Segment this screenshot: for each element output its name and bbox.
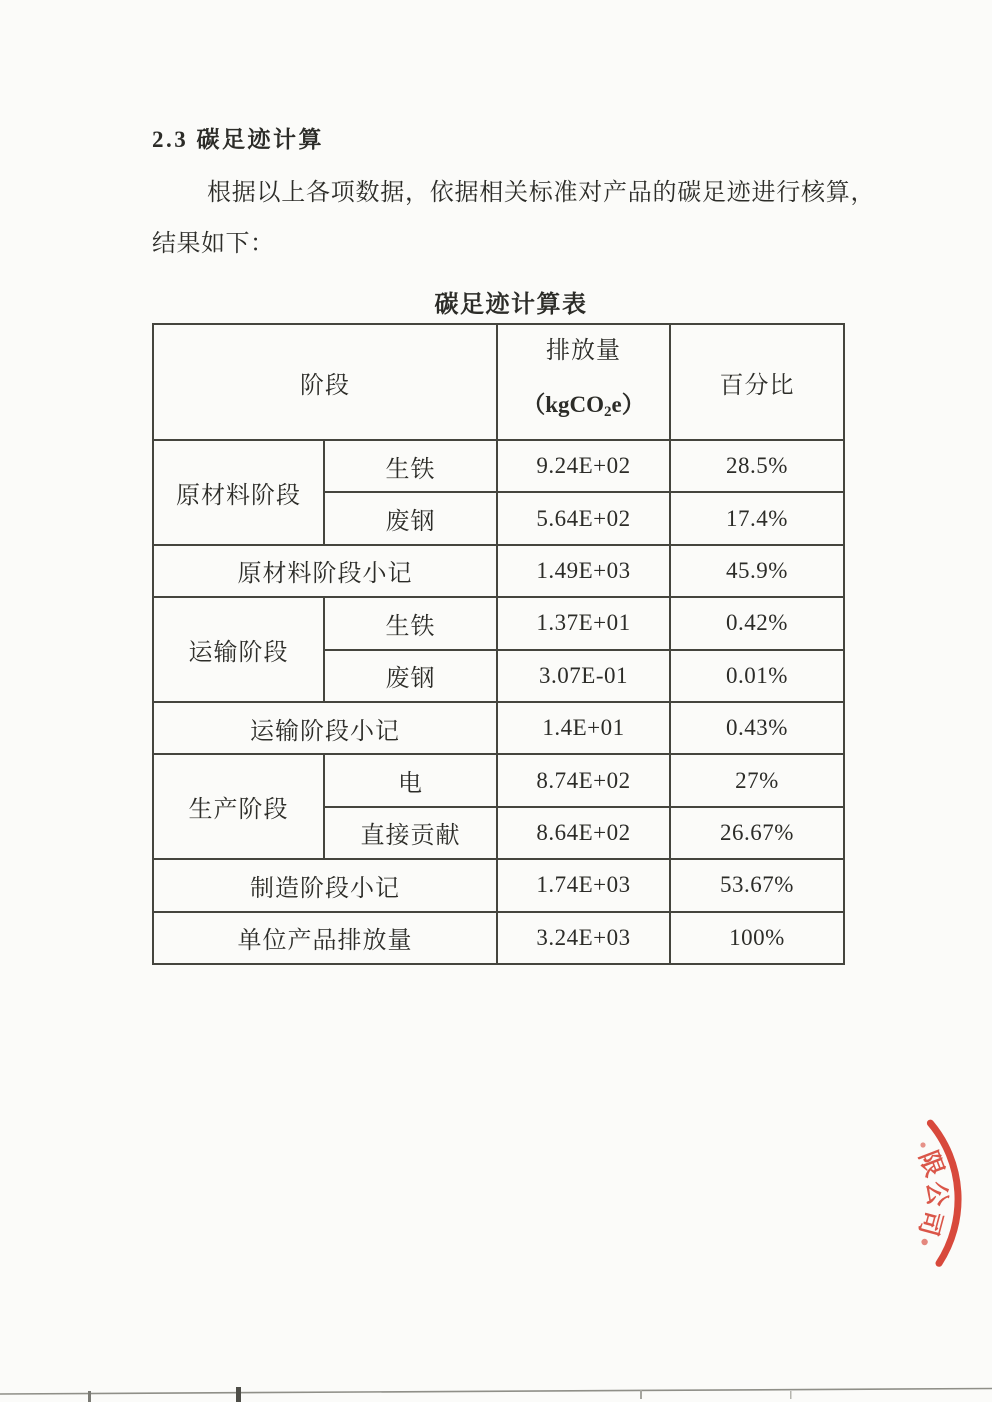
cell-emission-value: 8.74E+02 [497, 754, 670, 806]
cell-percent: 17.4% [670, 492, 844, 544]
cell-emission-value: 1.37E+01 [497, 597, 670, 649]
header-emission-label: 排放量 [546, 338, 621, 364]
seal-faded-mark [921, 1239, 927, 1245]
unit-subscript: 2 [604, 404, 612, 420]
cell-emission-value: 1.49E+03 [497, 545, 670, 597]
cell-emission-value: 5.64E+02 [497, 492, 670, 544]
unit-suffix: e） [611, 392, 645, 417]
cell-percent: 53.67% [670, 859, 844, 911]
cell-subtotal-label: 运输阶段小记 [153, 702, 497, 754]
cell-percent: 45.9% [670, 545, 844, 597]
cell-percent: 28.5% [670, 440, 844, 492]
cell-emission-value: 3.07E-01 [497, 650, 670, 702]
scan-artifact-line [0, 1389, 992, 1395]
header-percent: 百分比 [670, 324, 844, 440]
table-title: 碳足迹计算表 [434, 292, 588, 318]
scan-artifact-tick [790, 1391, 792, 1399]
company-seal-stamp [820, 1075, 992, 1325]
cell-stage-item: 废钢 [324, 492, 497, 544]
scan-edge-artifacts [0, 1380, 992, 1402]
cell-percent: 26.67% [670, 807, 844, 859]
table-row-subtotal [153, 859, 844, 911]
header-emission [497, 324, 670, 440]
table-row [153, 440, 844, 492]
cell-percent: 0.43% [670, 702, 844, 754]
table-header-row [153, 324, 844, 440]
table-row-subtotal [153, 545, 844, 597]
cell-percent: 100% [670, 912, 844, 964]
header-emission-unit [522, 392, 645, 420]
table-row-total [153, 912, 844, 964]
cell-emission-value: 9.24E+02 [497, 440, 670, 492]
cell-subtotal-label: 制造阶段小记 [153, 859, 497, 911]
seal-character: 司 [913, 1207, 947, 1239]
seal-character: 限 [913, 1147, 948, 1181]
table-row-subtotal [153, 702, 844, 754]
cell-emission-value: 1.74E+03 [497, 859, 670, 911]
scan-artifact-tick [88, 1391, 91, 1402]
carbon-footprint-table [152, 323, 845, 965]
seal-faded-mark [920, 1142, 925, 1147]
cell-stage-item: 电 [324, 754, 497, 806]
cell-stage-item: 生铁 [324, 597, 497, 649]
cell-percent: 27% [670, 754, 844, 806]
cell-emission-value: 1.4E+01 [497, 702, 670, 754]
scan-artifact-tick [640, 1390, 642, 1399]
cell-stage-item: 生铁 [324, 440, 497, 492]
cell-percent: 0.42% [670, 597, 844, 649]
cell-total-label: 单位产品排放量 [153, 912, 497, 964]
cell-stage-item: 废钢 [324, 650, 497, 702]
seal-character: 公 [921, 1180, 951, 1208]
cell-stage-group: 生产阶段 [153, 754, 324, 859]
body-paragraph: 根据以上各项数据，依据相关标准对产品的碳足迹进行核算，结果如下： [152, 180, 875, 257]
cell-stage-group: 运输阶段 [153, 597, 324, 702]
cell-stage-group: 原材料阶段 [153, 440, 324, 545]
table-row [153, 597, 844, 649]
cell-emission-value: 8.64E+02 [497, 807, 670, 859]
cell-subtotal-label: 原材料阶段小记 [153, 545, 497, 597]
section-heading: 2.3 碳足迹计算 [152, 127, 324, 152]
cell-stage-item: 直接贡献 [324, 807, 497, 859]
cell-percent: 0.01% [670, 650, 844, 702]
unit-prefix: （kgCO [522, 392, 605, 417]
scan-artifact-tick [236, 1387, 241, 1402]
table-row [153, 754, 844, 806]
cell-emission-value: 3.24E+03 [497, 912, 670, 964]
header-stage: 阶段 [153, 324, 497, 440]
